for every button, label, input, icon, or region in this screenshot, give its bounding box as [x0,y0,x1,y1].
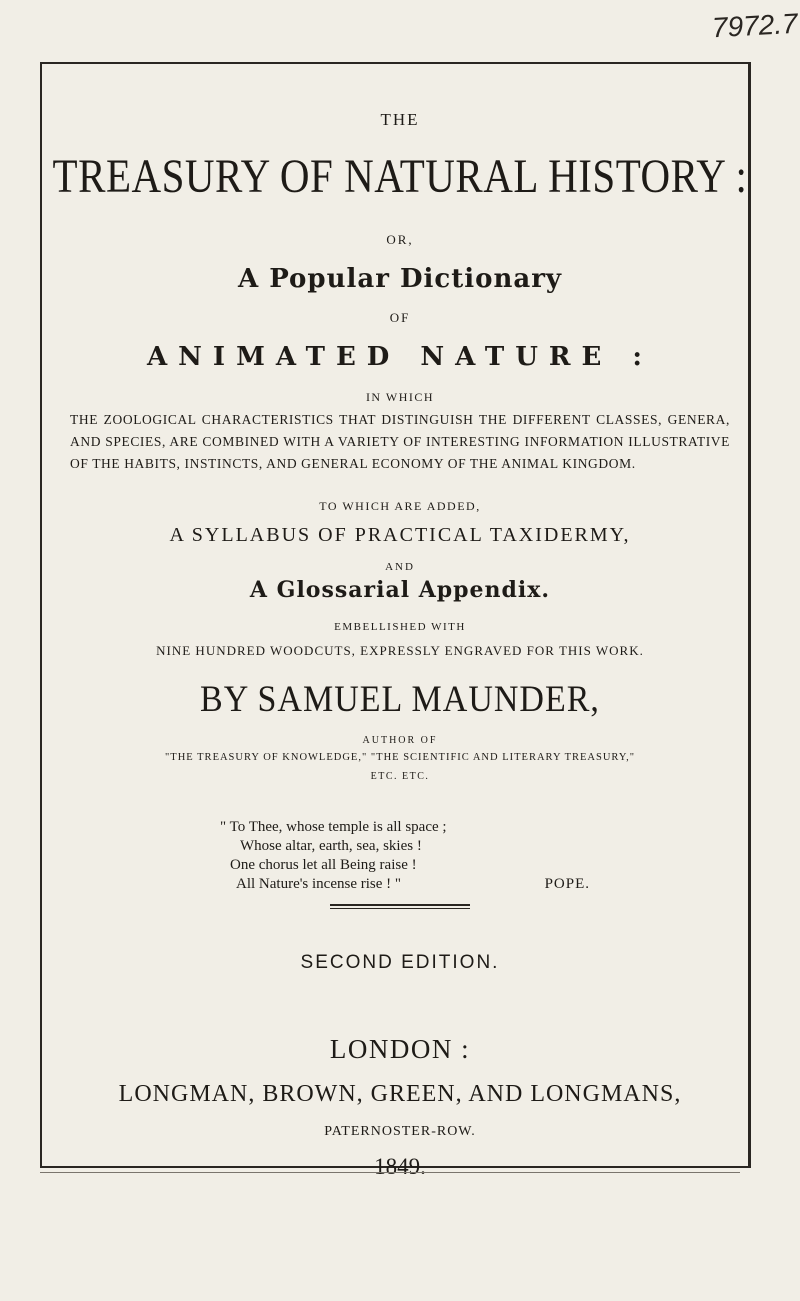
shelfmark: 7972.7 [711,7,799,44]
description: THE ZOOLOGICAL CHARACTERISTICS THAT DISTINGUISH THE DIFFERENT CLASSES, GENERA, AND SPECIES, ARE COMBINED WITH A VARIETY OF INTERESTING INFORMATION ILLUSTRATIVE OF THE HABITS, INSTINCTS, AND GENERAL ECONOMY OF THE ANIMAL KINGDOM. [70,412,730,471]
author: BY SAMUEL MAUNDER, [200,679,600,720]
etc: ETC. ETC. [370,771,430,782]
to-which: TO WHICH ARE ADDED, [319,499,481,513]
epigraph-line: Whose altar, earth, sea, skies ! [240,838,422,854]
title-article: THE [380,110,420,129]
other-works: "THE TREASURY OF KNOWLEDGE," "THE SCIENTIFIC AND LITERARY TREASURY," [165,752,635,763]
divider-rule [330,904,470,906]
or-connector: OR, [386,232,414,247]
imprint-city: LONDON : [329,1034,471,1064]
bottom-rule [40,1172,740,1173]
of-connector: OF [389,310,411,325]
animated-nature: ANIMATED NATURE : [146,342,653,372]
subtitle: A Popular Dictionary [237,264,562,294]
embellished: EMBELLISHED WITH [334,621,466,633]
author-of: AUTHOR OF [362,735,438,746]
syllabus: A SYLLABUS OF PRACTICAL TAXIDERMY, [169,524,631,546]
publisher-address: PATERNOSTER-ROW. [324,1124,476,1139]
edition: SECOND EDITION. [300,952,500,973]
main-title: TREASURY OF NATURAL HISTORY : [52,149,748,203]
title-page [0,62,800,1180]
epigraph-line: " To Thee, whose temple is all space ; [220,819,447,835]
and-connector: AND [385,561,415,573]
epigraph [200,818,600,894]
woodcuts: NINE HUNDRED WOODCUTS, EXPRESSLY ENGRAVED FOR THIS WORK. [156,643,644,658]
publication-year: 1849. [374,1154,426,1179]
epigraph-line: All Nature's incense rise ! " [236,876,402,892]
appendix: A Glossarial Appendix. [249,577,551,603]
epigraph-attribution: POPE. [544,876,590,892]
epigraph-line: One chorus let all Being raise ! [230,857,417,873]
in-which: IN WHICH [365,390,435,404]
publisher: LONGMAN, BROWN, GREEN, AND LONGMANS, [118,1081,682,1107]
